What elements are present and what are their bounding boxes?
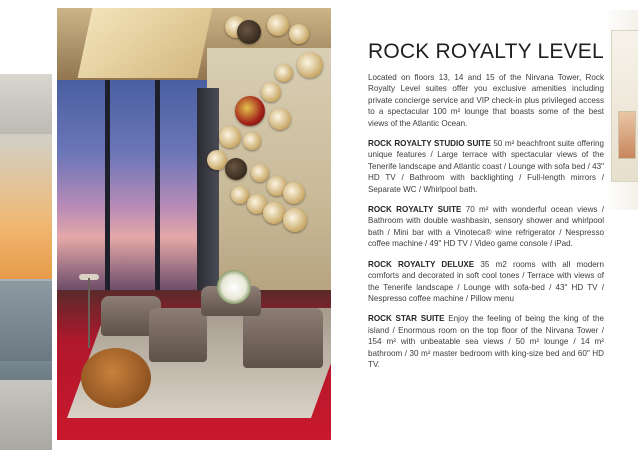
drum-cymbal-decor (263, 202, 285, 224)
side-photo-frame (611, 30, 638, 182)
photo-armchair (243, 308, 323, 368)
drum-cymbal-decor (235, 96, 265, 126)
drum-cymbal-decor (267, 14, 289, 36)
drum-cymbal-decor (289, 24, 309, 44)
photo-side-table (81, 348, 151, 408)
suite-lounge-photo (57, 8, 331, 440)
side-photo-floor (0, 380, 52, 450)
drum-cymbal-decor (269, 108, 291, 130)
photo-sunset-window (57, 80, 207, 290)
drum-cymbal-decor (275, 64, 293, 82)
suite-description: 70 m² with wonderful ocean views / Bathroom with double washbasin, sensory shower and whirlpool bath / Mini bar with a Vinoteca® wine refrigerator / Nespresso coffee machine / 49" HD TV / Video game console / iPad. (368, 205, 605, 249)
photo-window-mullion (155, 80, 160, 290)
photo-window-mullion (105, 80, 110, 290)
photo-dark-column (197, 88, 219, 308)
suite-name: ROCK ROYALTY STUDIO SUITE (368, 139, 491, 149)
suite-description: Enjoy the feeling of being the king of the island / Enormous room on the top floor of the Nirvana Tower / 154 m² with unbeatable sea views / 50 m² lounge / 14 m² bathroom / 30 m² master bedroom with king-size bed and 60" HD TV. (368, 314, 604, 369)
suite-name: ROCK ROYALTY SUITE (368, 205, 462, 215)
suite-paragraph (368, 204, 604, 250)
suite-paragraph (368, 259, 604, 305)
suite-name: ROCK ROYALTY DELUXE (368, 259, 475, 269)
text-column (368, 40, 604, 379)
drum-cymbal-decor (297, 52, 323, 78)
drum-cymbal-decor (225, 158, 247, 180)
suite-name: ROCK STAR SUITE (368, 314, 445, 324)
suite-paragraph (368, 313, 604, 370)
side-photo-wall (0, 74, 52, 134)
photo-flower-arrangement (217, 270, 251, 304)
drum-cymbal-decor (251, 164, 269, 182)
intro-paragraph: Located on floors 13, 14 and 15 of the Nirvana Tower, Rock Royalty Level suites offer you exclusive amenities including private concierge service and VIP check-in plus privileged access to a spectacular 100 m² lounge that boasts some of the best views of the Atlantic Ocean. (368, 73, 604, 128)
suite-description: 50 m² beachfront suite offering unique features / Large terrace with spectacular views of the Tenerife landscape and Atlantic coast / Lounge with sofa bed / 43" HD TV / Bathroom with backlighting / Full-length mirrors / Separate WC / Whirlpool bath. (368, 139, 604, 194)
drum-cymbal-decor (283, 182, 305, 204)
side-photo-right (603, 10, 638, 210)
side-photo-left (0, 74, 52, 450)
page-title: ROCK ROYALTY LEVEL (368, 40, 604, 63)
suite-paragraph (368, 138, 604, 195)
side-photo-artwork (618, 111, 636, 159)
side-photo-sofa (0, 279, 52, 361)
suite-description: 35 m2 rooms with all modern comforts and decorated in soft cool tones / Terrace with views of the Tenerife landscape / Lounge with sofa-bed / 43" HD TV / Nespresso coffee machine / Pillow menu (368, 259, 604, 303)
drum-cymbal-decor (207, 150, 227, 170)
drum-cymbal-decor (243, 132, 261, 150)
photo-armchair (149, 308, 207, 362)
drum-cymbal-decor (283, 208, 307, 232)
drum-cymbal-decor (237, 20, 261, 44)
drum-cymbal-decor (219, 126, 241, 148)
photo-floor-lamp-stem (88, 278, 90, 348)
photo-ceiling-beam (78, 8, 213, 78)
drum-cymbal-decor (261, 82, 281, 102)
